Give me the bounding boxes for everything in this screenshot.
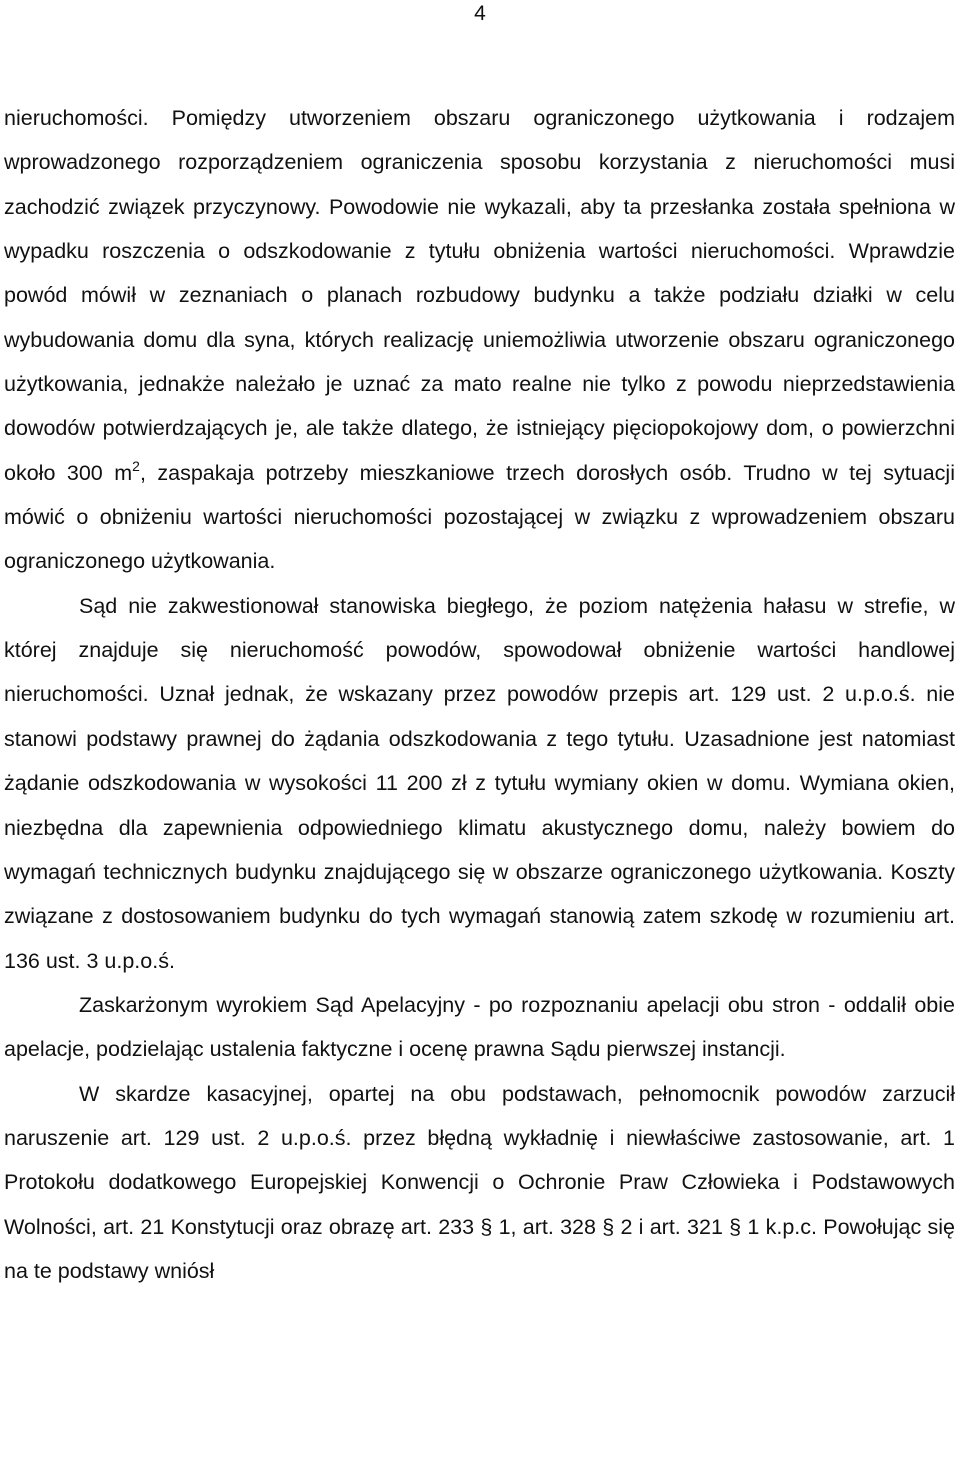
paragraph-2: Sąd nie zakwestionował stanowiska biegłego, że poziom natężenia hałasu w strefie, w której znajduje się nieruchomość powodów, spowodował obniżenie wartości handlowej nieruchomości. Uznał jednak, że wskazany przez powodów przepis art. 129 ust. 2 u.p.o.ś. nie stanowi podstawy prawnej do żądania odszkodowania z tego tytułu. Uzasadnione jest natomiast żądanie odszkodowania w wysokości 11 200 zł z tytułu wymiany okien w domu. Wymiana okien, niezbędna dla zapewnienia odpowiedniego klimatu akustycznego domu, należy bowiem do wymagań technicznych budynku znajdującego się w obszarze ograniczonego użytkowania. Koszty związane z dostosowaniem budynku do tych wymagań stanowią zatem szkodę w rozumieniu art. 136 ust. 3 u.p.o.ś.	[4, 593, 955, 973]
paragraph-1-text: nieruchomości. Pomiędzy utworzeniem obszaru ograniczonego użytkowania i rodzajem wprowadzonego rozporządzeniem ograniczenia sposobu korzystania z nieruchomości musi zachodzić związek przyczynowy. Powodowie nie wykazali, aby ta przesłanka została spełniona w wypadku roszczenia o odszkodowanie z tytułu obniżenia wartości nieruchomości. Wprawdzie powód mówił w zeznaniach o planach rozbudowy budynku a także podziału działki w celu wybudowania domu dla syna, których realizację uniemożliwia utworzenie obszaru ograniczonego użytkowania, jednakże należało je uznać za mato realne nie tylko z powodu nieprzedstawienia dowodów potwierdzających je, ale także dlatego, że istniejący pięciopokojowy dom, o powierzchni około 300 m	[4, 106, 955, 485]
paragraph-3: Zaskarżonym wyrokiem Sąd Apelacyjny - po rozpoznaniu apelacji obu stron - oddalił obie apelacje, podzielając ustalenia faktyczne i ocenę prawna Sądu pierwszej instancji.	[4, 992, 955, 1062]
paragraph-4: W skardze kasacyjnej, opartej na obu podstawach, pełnomocnik powodów zarzucił naruszenie art. 129 ust. 2 u.p.o.ś. przez błędną wykładnię i niewłaściwe zastosowanie, art. 1 Protokołu dodatkowego Europejskiej Konwencji o Ochronie Praw Człowieka i Podstawowych Wolności, art. 21 Konstytucji oraz obrazę art. 233 § 1, art. 328 § 2 i art. 321 § 1 k.p.c. Powołując się na te podstawy wniósł	[4, 1081, 955, 1283]
paragraph-1	[4, 96, 955, 584]
page-number: 4	[474, 2, 486, 25]
paragraph-1-text-continued: , zaspakaja potrzeby mieszkaniowe trzech dorosłych osób. Trudno w tej sytuacji mówić o obniżeniu wartości nieruchomości pozostającej w związku z wprowadzeniem obszaru ograniczonego użytkowania.	[4, 460, 955, 574]
document-body	[4, 96, 955, 1293]
superscript-2: 2	[132, 457, 140, 474]
